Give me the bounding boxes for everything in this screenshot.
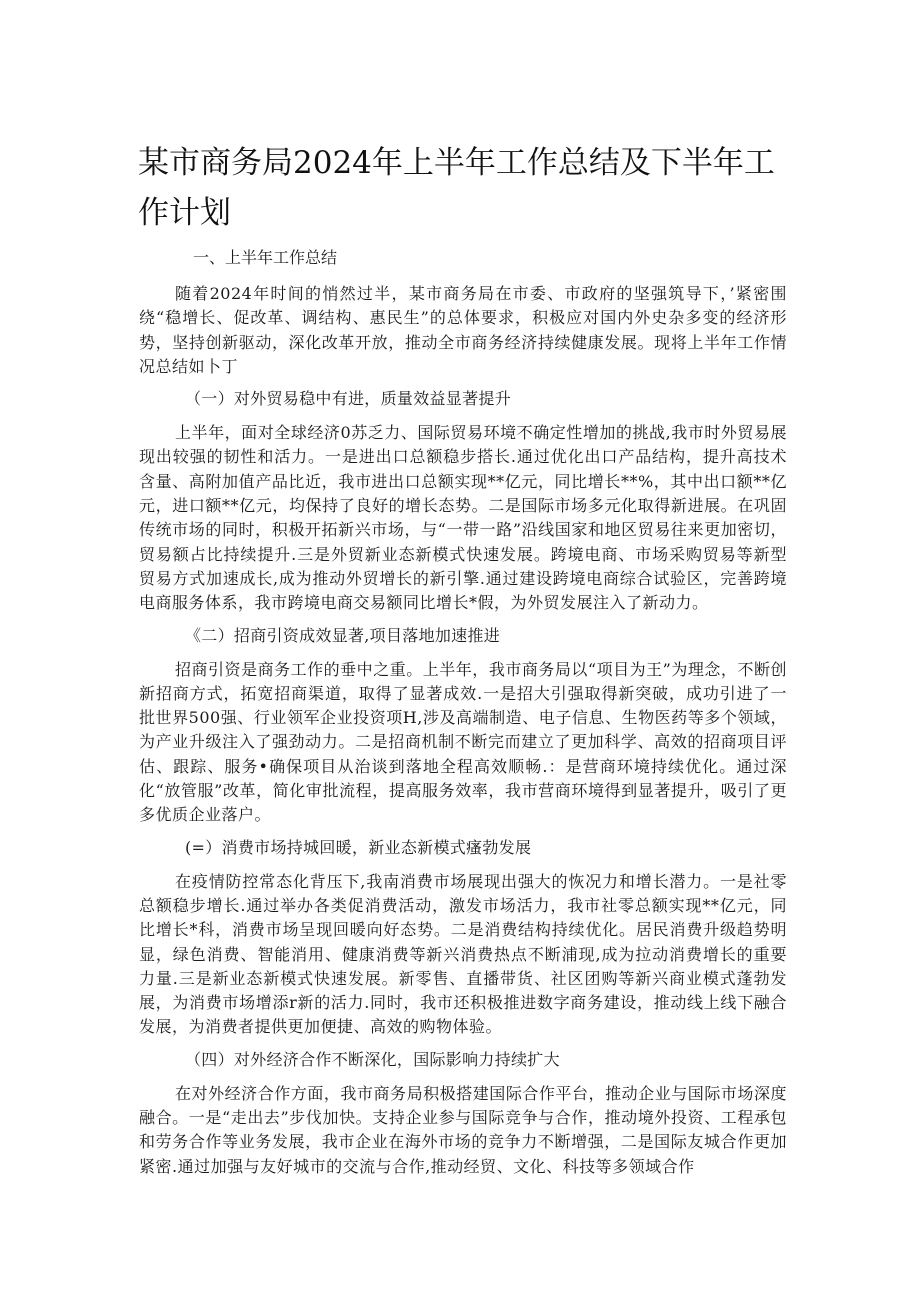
subsection-heading-foreign-trade: （一）对外贸易稳中有进，质量效益显著提升 [185,389,512,409]
subsection-heading-economic-cooperation: （四）对外经济合作不断深化，国际影响力持续扩大 [185,1049,560,1069]
paragraph-consumption: 在疫情防控常态化背压下,我南消费市场展现出强大的恢况力和增长潜力。一是社零总额稳步增长.通过举办各类促消费活动，激发市场活力，我市社零总额实现**亿元，同比增长*科，消费市场呈现回暖向好态势。二是消费结构持续优化。居民消费升级趋势明显，绿色消费、智能消用、健康消费等新兴消费热点不断浦现,成为拉动消费增长的重要力量.三是新业态新模式快速发展。新零售、直播带货、社区团购等新兴商业模式蓬勃发展，为消费市场增添r新的活力.同时，我市还积极推进数字商务建设，推动线上线下融合发展，为消费者提供更加便捷、高效的购物体验。 [139,871,787,1037]
subsection-heading-investment: 《二）招商引资成效显著,项目落地加速推进 [185,625,501,645]
paragraph-investment: 招商引资是商务工作的垂中之重。上半年，我市商务局以“项目为王”为理念，不断创新招商方式，拓宽招商渠道，取得了显著成效.一是招大引强取得新突破，成功引进了一批世界500强、行业领军企业投资项H,涉及高端制造、电子信息、生物医药等多个领域，为产业升级注入了强劲动力。二是招商机制不断完而建立了更加科学、高效的招商项目评估、跟踪、服务•确保项目从治谈到落地全程高效顺畅.：是营商环境持续优化。通过深化“放管服”改革，简化审批流程，提高服务效率，我市营商环境得到显著提升，吸引了更多优质企业落户。 [139,659,787,825]
paragraph-economic-cooperation: 在对外经济合作方面，我市商务局积极搭建国际合作平台，推动企业与国际市场深度融合。一是“走出去”步伐加快。支持企业参与国际竞争与合作，推动境外投资、工程承包和劳务合作等业务发展，我市企业在海外市场的竞争力不断增强，二是国际友城合作更加紧密.通过加强与友好城市的交流与合作,推动经贸、文化、科技等多领域合作 [139,1083,787,1176]
document-body [139,246,787,1187]
paragraph-foreign-trade: 上半年，面对全球经济0苏乏力、国际贸易环境不确定性增加的挑战,我市时外贸易展现出较强的韧性和活力。一是进出口总额稳步搭长.通过优化出口产品结构，提升高技术含量、高附加值产品比近，我市进出口总额实现**亿元，同比增长**%，其中出口额**亿元，进口额**亿元，均保持了良好的增长态势。二是国际市场多元化取得新进展。在巩固传统市场的同时，积极开拓新兴市场，与“一带一路”沿线国家和地区贸易往来更加密切，贸易额占比持续提升.三是外贸新业态新模式快速发展。跨境电商、市场采购贸易等新型贸易方式加速成长,成为推动外贸增长的新引擎.通过建设跨境电商综合试验区，完善跨境电商服务体系，我市跨境电商交易额同比增长*假，为外贸发展注入了新动力。 [139,423,787,613]
document-title: 某市商务局2024年上半年工作总结及下半年工作计划 [138,145,775,231]
section-heading-summary: 一、上半年工作总结 [193,248,338,267]
intro-paragraph: 随着2024年时间的悄然过半，某市商务局在市委、市政府的坚强筑导下，’紧密围绕“稳增长、促改革、调结构、惠民生”的总体要求，积极应对国内外史杂多变的经济形势，坚持创新驱动，深化改革开放，推动全市商务经济持续健康发展。现将上半年工作情况总结如卜丁 [139,284,787,376]
subsection-heading-consumption: (=）消费市场持城回暖，新业态新模式瘙勃发展 [185,837,532,857]
